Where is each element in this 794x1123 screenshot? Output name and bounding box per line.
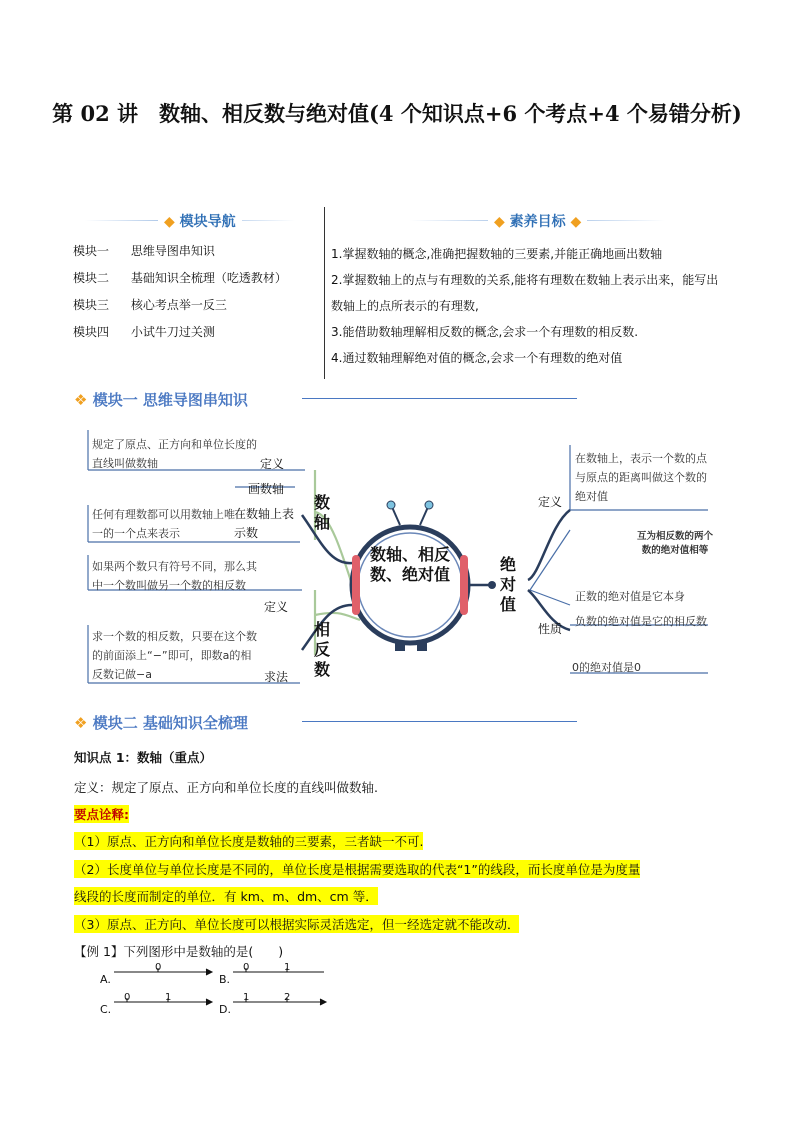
abs-title: 绝对值 (499, 555, 516, 614)
page-title: 第 02 讲 数轴、相反数与绝对值(4 个知识点+6 个考点+4 个易错分析) (52, 101, 742, 126)
axis-repr-label: 在数轴上表示数 (234, 507, 295, 540)
axis-draw-label: 画数轴 (248, 482, 285, 496)
nav-row-text: 小试牛刀过关测 (130, 325, 215, 339)
kp1-note1: （1）原点、正方向和单位长度是数轴的三要素，三者缺一不可. (74, 834, 424, 849)
option-b-tick: 1 (284, 962, 291, 973)
option-b-tick: 0 (243, 962, 250, 973)
kp1-note2a: （2）长度单位与单位长度是不同的，单位长度是根据需要选取的代表“1”的线段，而长度单位是为度量 (74, 862, 641, 877)
section2-heading: ❖ 模块二 基础知识全梳理 (74, 714, 248, 732)
axis-title: 数轴 (313, 493, 330, 532)
kp1-note2b: 线段的长度而制定的单位．有 km、m、dm、cm 等． (74, 889, 378, 904)
example1-prompt: 【例 1】下列图形中是数轴的是( ) (74, 944, 284, 959)
nav-row-text: 基础知识全梳理（吃透教材） (130, 271, 287, 285)
mindmap-center: 数轴、相反数、绝对值 (369, 545, 450, 584)
goal-item: 1.掌握数轴的概念,准确把握数轴的三要素,并能正确地画出数轴 (331, 247, 663, 261)
diamond-icon: ◆ (494, 214, 505, 230)
nav-row-text: 核心考点举一反三 (130, 298, 227, 312)
abs-prop-label: 性质 (538, 622, 563, 636)
axis-def-text: 规定了原点、正方向和单位长度的直线叫做数轴 (92, 438, 257, 470)
abs-prop3: 0的绝对值是0 (572, 661, 641, 674)
diamond-icon: ❖ (74, 714, 88, 732)
example1-options (100, 962, 340, 1022)
option-c-label[interactable]: C. (100, 1003, 112, 1016)
abs-def-text: 在数轴上，表示一个数的点与原点的距离叫做这个数的绝对值 (575, 452, 707, 503)
nav-row[interactable] (73, 242, 215, 259)
nav-row-num: 模块一 (73, 244, 110, 258)
diamond-icon: ◆ (570, 214, 582, 230)
opposite-find-label: 求法 (264, 670, 289, 684)
abs-prop1: 正数的绝对值是它本身 (575, 590, 685, 603)
kp1-definition: 定义：规定了原点、正方向和单位长度的直线叫做数轴. (74, 780, 378, 795)
nav-row-text: 思维导图串知识 (130, 244, 215, 258)
option-d-tick: 1 (243, 992, 250, 1003)
option-b-label[interactable]: B. (219, 973, 231, 986)
axis-def-label: 定义 (260, 457, 285, 471)
option-d-tick: 2 (284, 992, 291, 1003)
abs-def-label: 定义 (538, 495, 563, 509)
opposite-find-text: 求一个数的相反数，只要在这个数的前面添上“−”即可，即数a的相反数记做−a (92, 630, 257, 681)
option-a-tick: 0 (155, 962, 162, 973)
opposite-def-text: 如果两个数只有符号不同，那么其中一个数叫做另一个数的相反数 (92, 560, 257, 592)
nav-row[interactable] (73, 296, 227, 313)
goal-item: 4.通过数轴理解绝对值的概念,会求一个有理数的绝对值 (331, 351, 623, 365)
option-c-tick: 1 (165, 992, 172, 1003)
goals-heading: ◆ 素养目标 ◆ (488, 211, 587, 231)
option-d-label[interactable]: D. (219, 1003, 231, 1016)
option-c-tick: 0 (124, 992, 131, 1003)
nav-row-num: 模块二 (73, 271, 110, 285)
opposite-title: 相反数 (313, 620, 330, 679)
option-a-label[interactable]: A. (100, 973, 111, 986)
nav-row[interactable] (73, 323, 215, 340)
diamond-icon: ❖ (74, 391, 88, 409)
opposite-def-label: 定义 (264, 600, 289, 614)
nav-row-num: 模块三 (73, 298, 110, 312)
goal-item: 3.能借助数轴理解相反数的概念,会求一个有理数的相反数. (331, 325, 639, 339)
column-divider (324, 207, 325, 379)
section1-heading: ❖ 模块一 思维导图串知识 (74, 391, 248, 409)
mindmap (60, 415, 730, 700)
abs-prop2: 负数的绝对值是它的相反数 (575, 615, 707, 628)
abs-note: 互为相反数的两个数的绝对值相等 (636, 531, 713, 556)
goals-list (331, 241, 729, 371)
nav-heading: ◆ 模块导航 (158, 211, 242, 231)
nav-row[interactable] (73, 269, 287, 286)
kp1-note3: （3）原点、正方向、单位长度可以根据实际灵活选定，但一经选定就不能改动． (74, 917, 520, 932)
kp1-notes-label: 要点诠释: (74, 807, 129, 822)
section2-rule (302, 721, 577, 722)
section1-rule (302, 398, 577, 399)
diamond-icon: ◆ (164, 214, 175, 230)
goal-item: 2.掌握数轴上的点与有理数的关系,能将有理数在数轴上表示出来，能写出数轴上的点所表示的有理数, (331, 273, 719, 313)
axis-repr-text: 任何有理数都可以用数轴上唯一的一个点来表示 (92, 508, 235, 540)
nav-row-num: 模块四 (73, 325, 110, 339)
kp1-heading: 知识点 1：数轴（重点） (74, 750, 213, 765)
